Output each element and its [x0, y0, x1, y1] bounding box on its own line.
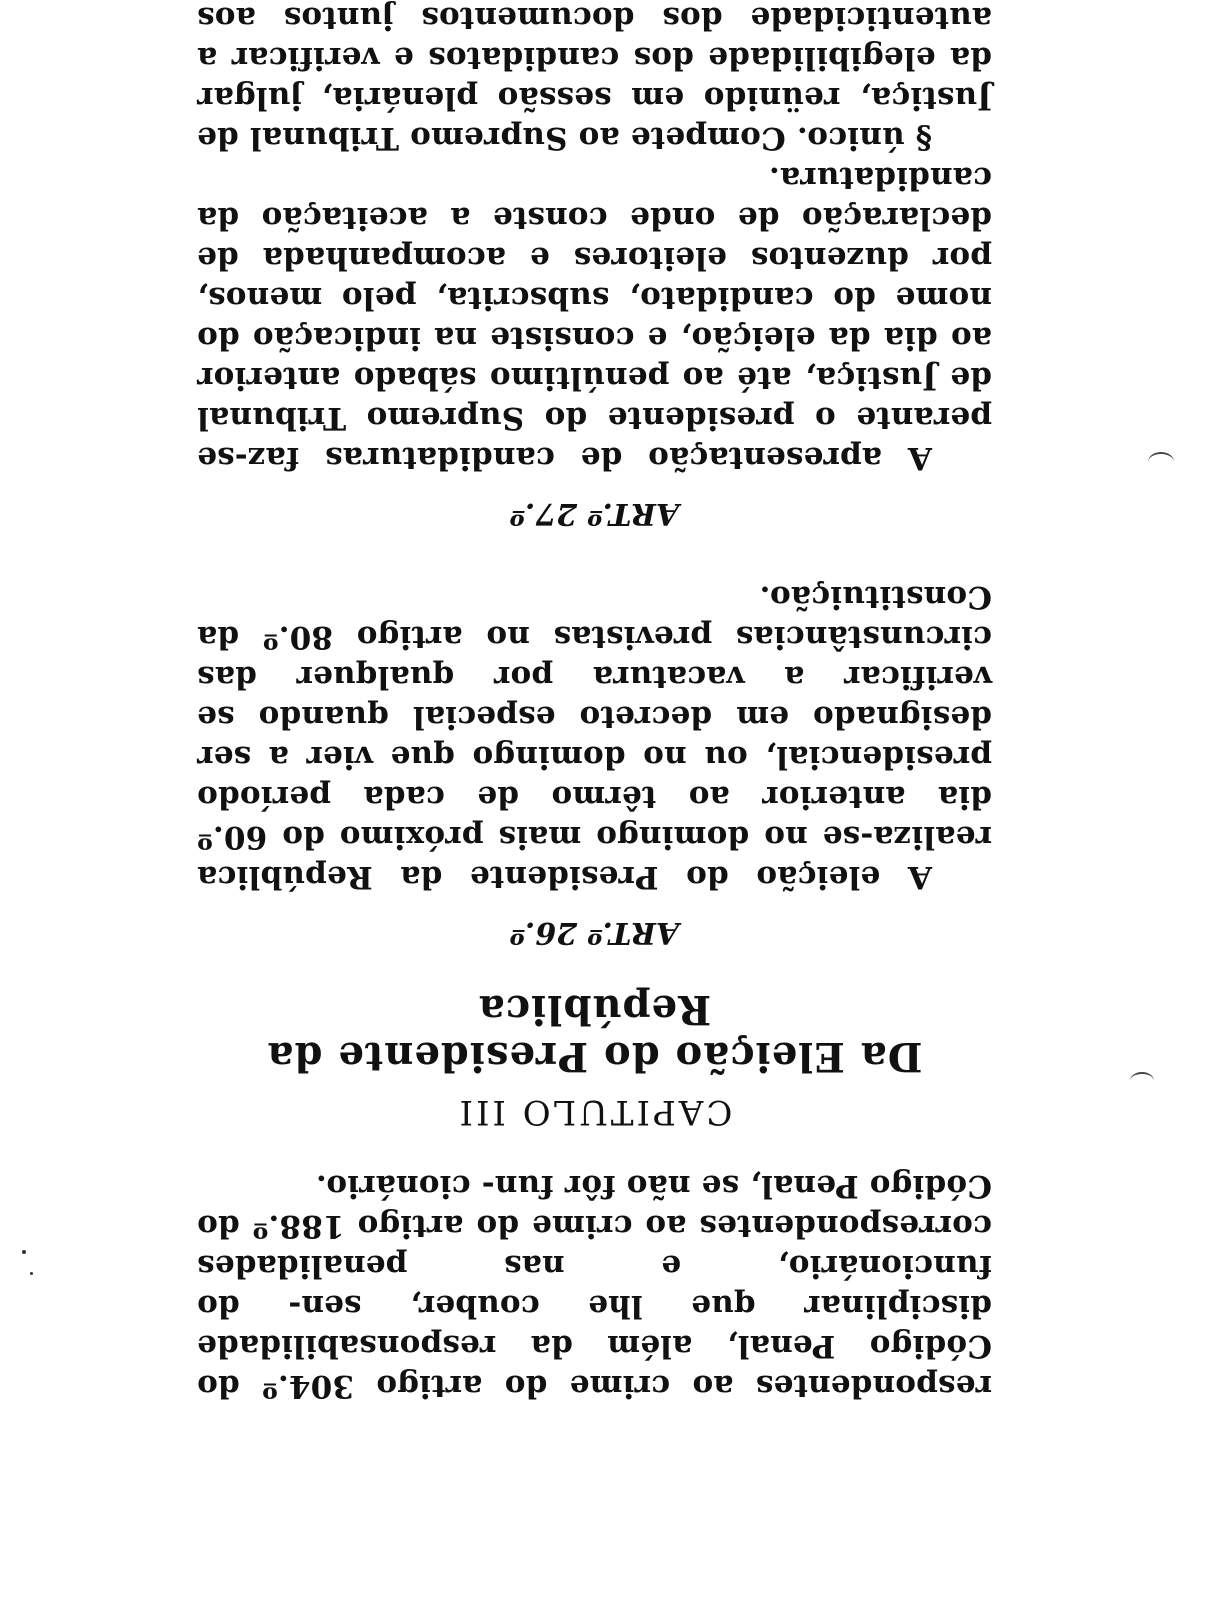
chapter-title: Da Eleição do Presidente da República [266, 986, 923, 1080]
article-27-paragraph: § único. Compete ao Supremo Tribunal de Justiça, reünido em sessão plenária, julgar da elegibilidade dos candidatos e verificar a autenticidade dos documentos juntos aos [197, 0, 992, 156]
scan-dot-left-2 [30, 1272, 33, 1275]
continuation-line-5: cionário. [315, 1168, 471, 1204]
continuation-line-3: do funcionário, e nas penalidades correspondentes ao [197, 1208, 992, 1324]
continuation-line-1: respondentes ao crime do artigo 304.º do Código Penal, [197, 1328, 992, 1404]
continuation-line-2: além da responsabilidade disciplinar que lhe couber, sen- [197, 1288, 992, 1364]
article-26-heading: ART.º 26.º [509, 915, 680, 950]
scan-mark-middle [1130, 1072, 1154, 1090]
article-26-text: A eleição do Presidente da República realiza-se no domingo mais próximo do 60.º dia anterior ao têrmo de cada período presidencial, ou no domingo que vier a ser designado em decreto especial quando se verificar a vacatura por qualquer das circunstâncias previstas no artigo 80.º da Constituição. [197, 579, 992, 895]
article-27-text: A apresentação de candidaturas faz-se perante o presidente do Supremo Tribunal de Justiça, até ao penúltimo sábado anterior ao dia da eleição, e consiste na indicação do nome do candidato, subscrita, pelo menos, por duzentos eleitores e acompanhada de declaração de onde conste a aceitação da candidatura. [197, 160, 992, 476]
continuation-line-4: crime do artigo 188.º do Código Penal, se não fôr fun- [197, 1168, 992, 1244]
article-27-heading: ART.º 27.º [509, 496, 680, 531]
chapter-label: CAPITULO III [456, 1092, 733, 1132]
continuation-paragraph [197, 1166, 992, 1406]
scan-mark-top [1148, 452, 1174, 472]
scan-dot-left [22, 1250, 26, 1254]
text-column [197, 0, 992, 1406]
